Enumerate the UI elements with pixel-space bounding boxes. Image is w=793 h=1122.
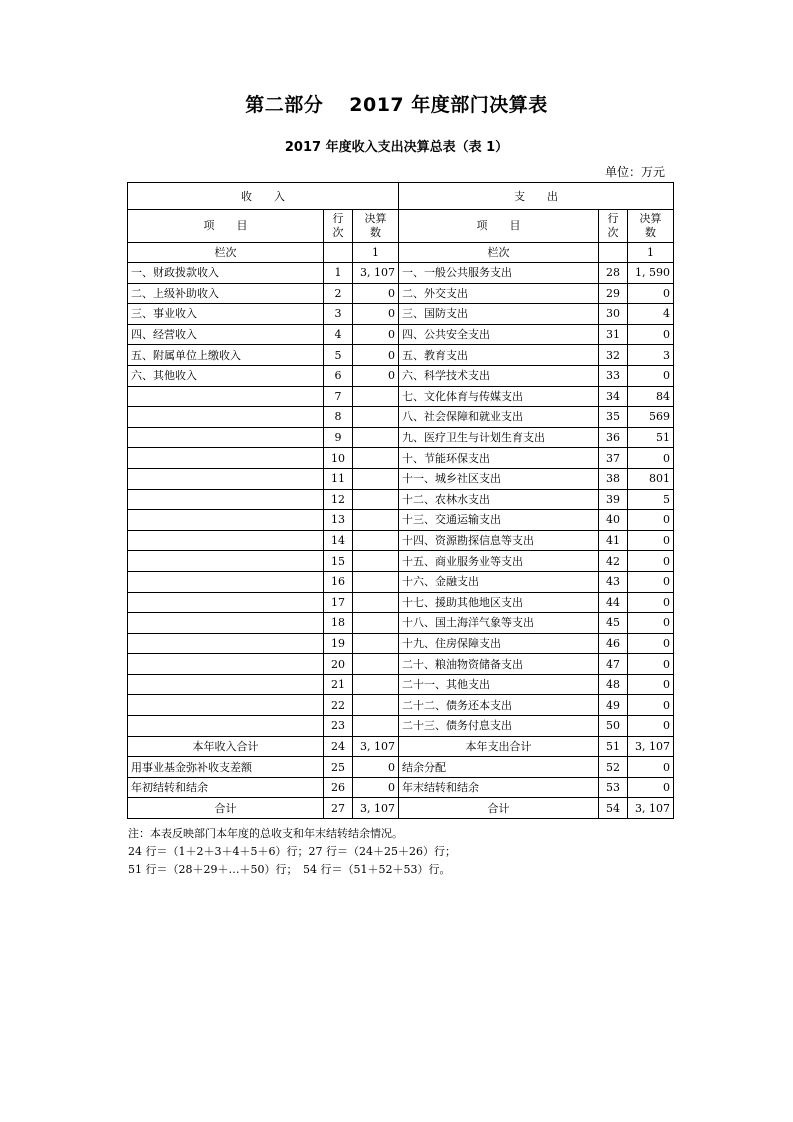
expense-amount: 51 <box>628 427 674 448</box>
income-amount <box>353 551 399 572</box>
income-row-no: 19 <box>324 633 353 654</box>
table-row <box>128 427 674 448</box>
expense-summary-item: 年末结转和结余 <box>399 777 599 798</box>
expense-amount: 3 <box>628 345 674 366</box>
income-summary-item: 用事业基金弥补收支差额 <box>128 757 324 778</box>
income-amount <box>353 448 399 469</box>
column-number-row <box>128 243 674 263</box>
income-item: 三、事业收入 <box>128 304 324 325</box>
expense-item: 二、外交支出 <box>399 283 599 304</box>
expense-amount: 0 <box>628 324 674 345</box>
expense-amount: 0 <box>628 592 674 613</box>
expense-row-no: 44 <box>599 592 628 613</box>
income-summary-item: 合计 <box>128 798 324 819</box>
expense-amount: 0 <box>628 633 674 654</box>
income-row-no: 3 <box>324 304 353 325</box>
table-title: 2017 年度收入支出决算总表（表 1） <box>284 140 509 155</box>
expense-header: 支 出 <box>399 183 674 210</box>
income-item-header: 项 目 <box>128 210 324 243</box>
expense-item: 十九、住房保障支出 <box>399 633 599 654</box>
income-col-number: 1 <box>353 243 399 263</box>
income-amount <box>353 468 399 489</box>
income-item <box>128 674 324 695</box>
expense-row-no: 43 <box>599 571 628 592</box>
expense-amount: 569 <box>628 407 674 428</box>
income-item <box>128 448 324 469</box>
income-row-no: 2 <box>324 283 353 304</box>
income-row-no: 24 <box>324 736 353 757</box>
expense-amount: 0 <box>628 365 674 386</box>
income-row-no: 9 <box>324 427 353 448</box>
expense-item: 十一、城乡社区支出 <box>399 468 599 489</box>
table-row <box>128 345 674 366</box>
note-line: 24 行＝（1＋2＋3＋4＋5＋6）行；27 行＝（24＋25＋26）行； <box>128 845 456 858</box>
expense-item: 十七、援助其他地区支出 <box>399 592 599 613</box>
expense-item: 八、社会保障和就业支出 <box>399 407 599 428</box>
expense-amount-header: 决算 数 <box>628 210 674 243</box>
expense-row-no: 37 <box>599 448 628 469</box>
expense-row-no: 38 <box>599 468 628 489</box>
income-item <box>128 592 324 613</box>
expense-row-no: 35 <box>599 407 628 428</box>
expense-item: 十、节能环保支出 <box>399 448 599 469</box>
table-row <box>128 530 674 551</box>
income-amount <box>353 571 399 592</box>
income-col-blank <box>324 243 353 263</box>
income-item <box>128 633 324 654</box>
expense-amount: 801 <box>628 468 674 489</box>
budget-table <box>127 182 674 819</box>
income-row-no: 25 <box>324 757 353 778</box>
income-amount: 0 <box>353 345 399 366</box>
expense-item: 九、医疗卫生与计划生育支出 <box>399 427 599 448</box>
table-notes <box>128 825 456 879</box>
income-amount <box>353 633 399 654</box>
table-row <box>128 551 674 572</box>
income-row-no: 21 <box>324 674 353 695</box>
income-row-no: 18 <box>324 613 353 634</box>
expense-row-no: 48 <box>599 674 628 695</box>
expense-item-header: 项 目 <box>399 210 599 243</box>
income-row-no: 23 <box>324 716 353 737</box>
income-item: 二、上级补助收入 <box>128 283 324 304</box>
summary-row <box>128 798 674 819</box>
income-item <box>128 716 324 737</box>
expense-item: 一、一般公共服务支出 <box>399 263 599 284</box>
summary-row <box>128 757 674 778</box>
expense-summary-item: 结余分配 <box>399 757 599 778</box>
table-row <box>128 324 674 345</box>
table-row <box>128 489 674 510</box>
table-row <box>128 571 674 592</box>
income-item <box>128 571 324 592</box>
expense-amount: 0 <box>628 716 674 737</box>
income-amount <box>353 654 399 675</box>
income-row-no: 6 <box>324 365 353 386</box>
income-item <box>128 530 324 551</box>
income-item: 五、附属单位上缴收入 <box>128 345 324 366</box>
expense-row-no: 51 <box>599 736 628 757</box>
income-row-no: 7 <box>324 386 353 407</box>
income-row-no: 1 <box>324 263 353 284</box>
expense-amount: 3, 107 <box>628 798 674 819</box>
expense-amount: 5 <box>628 489 674 510</box>
table-row <box>128 613 674 634</box>
income-item: 一、财政拨款收入 <box>128 263 324 284</box>
income-row-no: 8 <box>324 407 353 428</box>
expense-row-no: 31 <box>599 324 628 345</box>
income-amount <box>353 530 399 551</box>
expense-item: 二十一、其他支出 <box>399 674 599 695</box>
expense-row-no: 42 <box>599 551 628 572</box>
income-amount: 0 <box>353 304 399 325</box>
expense-item: 十四、资源勘探信息等支出 <box>399 530 599 551</box>
summary-row <box>128 736 674 757</box>
income-header: 收 入 <box>128 183 399 210</box>
expense-amount: 3, 107 <box>628 736 674 757</box>
expense-item: 十三、交通运输支出 <box>399 510 599 531</box>
table-row <box>128 633 674 654</box>
expense-amount: 0 <box>628 530 674 551</box>
income-row-no-header: 行 次 <box>324 210 353 243</box>
expense-item: 二十三、债务付息支出 <box>399 716 599 737</box>
income-amount: 0 <box>353 365 399 386</box>
note-line: 注：本表反映部门本年度的总收支和年末结转结余情况。 <box>128 827 403 840</box>
income-amount: 0 <box>353 777 399 798</box>
table-row <box>128 263 674 284</box>
table-row <box>128 654 674 675</box>
document-title: 2017 年度部门决算表 <box>349 94 548 116</box>
unit-label: 单位：万元 <box>604 165 665 179</box>
expense-item: 十二、农林水支出 <box>399 489 599 510</box>
expense-item: 四、公共安全支出 <box>399 324 599 345</box>
income-amount: 0 <box>353 324 399 345</box>
income-item <box>128 654 324 675</box>
expense-amount: 0 <box>628 510 674 531</box>
table-row <box>128 448 674 469</box>
expense-item: 十五、商业服务业等支出 <box>399 551 599 572</box>
income-row-no: 27 <box>324 798 353 819</box>
expense-amount: 84 <box>628 386 674 407</box>
expense-amount: 0 <box>628 613 674 634</box>
income-item <box>128 427 324 448</box>
expense-item: 十六、金融支出 <box>399 571 599 592</box>
income-row-no: 15 <box>324 551 353 572</box>
income-amount: 0 <box>353 757 399 778</box>
income-amount: 3, 107 <box>353 736 399 757</box>
income-row-no: 10 <box>324 448 353 469</box>
expense-item: 二十、粮油物资储备支出 <box>399 654 599 675</box>
expense-row-no: 34 <box>599 386 628 407</box>
expense-amount: 4 <box>628 304 674 325</box>
expense-col-number: 1 <box>628 243 674 263</box>
expense-row-no: 47 <box>599 654 628 675</box>
expense-amount: 0 <box>628 551 674 572</box>
income-amount: 0 <box>353 283 399 304</box>
expense-row-no: 52 <box>599 757 628 778</box>
income-amount <box>353 695 399 716</box>
income-amount-header: 决算 数 <box>353 210 399 243</box>
expense-row-no: 39 <box>599 489 628 510</box>
income-row-no: 5 <box>324 345 353 366</box>
expense-amount: 0 <box>628 571 674 592</box>
page-title <box>0 90 793 117</box>
income-summary-item: 本年收入合计 <box>128 736 324 757</box>
expense-row-no: 45 <box>599 613 628 634</box>
note-line: 51 行＝（28＋29＋…＋50）行； 54 行＝（51＋52＋53）行。 <box>128 863 451 876</box>
expense-row-no-header: 行 次 <box>599 210 628 243</box>
table-row <box>128 386 674 407</box>
part-label: 第二部分 <box>245 94 324 116</box>
expense-amount: 1, 590 <box>628 263 674 284</box>
table-row <box>128 592 674 613</box>
expense-summary-item: 本年支出合计 <box>399 736 599 757</box>
table-row <box>128 468 674 489</box>
income-item <box>128 695 324 716</box>
expense-item: 七、文化体育与传媒支出 <box>399 386 599 407</box>
income-item <box>128 386 324 407</box>
table-row <box>128 510 674 531</box>
table-row <box>128 365 674 386</box>
table-row <box>128 674 674 695</box>
expense-item: 六、科学技术支出 <box>399 365 599 386</box>
expense-row-no: 32 <box>599 345 628 366</box>
income-row-no: 13 <box>324 510 353 531</box>
expense-item: 二十二、债务还本支出 <box>399 695 599 716</box>
expense-row-no: 33 <box>599 365 628 386</box>
expense-amount: 0 <box>628 695 674 716</box>
summary-row <box>128 777 674 798</box>
expense-row-no: 40 <box>599 510 628 531</box>
expense-row-no: 30 <box>599 304 628 325</box>
expense-row-no: 54 <box>599 798 628 819</box>
table-row <box>128 407 674 428</box>
expense-row-no: 41 <box>599 530 628 551</box>
income-col-label: 栏次 <box>128 243 324 263</box>
income-row-no: 4 <box>324 324 353 345</box>
income-item: 六、其他收入 <box>128 365 324 386</box>
income-row-no: 20 <box>324 654 353 675</box>
income-row-no: 22 <box>324 695 353 716</box>
table-row <box>128 304 674 325</box>
income-row-no: 17 <box>324 592 353 613</box>
income-amount <box>353 592 399 613</box>
expense-item: 三、国防支出 <box>399 304 599 325</box>
expense-amount: 0 <box>628 674 674 695</box>
expense-row-no: 36 <box>599 427 628 448</box>
income-amount: 3, 107 <box>353 263 399 284</box>
expense-row-no: 46 <box>599 633 628 654</box>
table-row <box>128 716 674 737</box>
expense-row-no: 53 <box>599 777 628 798</box>
expense-row-no: 50 <box>599 716 628 737</box>
table-header-row <box>128 183 674 210</box>
expense-col-label: 栏次 <box>399 243 599 263</box>
income-amount: 3, 107 <box>353 798 399 819</box>
table-row <box>128 695 674 716</box>
income-row-no: 14 <box>324 530 353 551</box>
expense-row-no: 49 <box>599 695 628 716</box>
income-amount <box>353 386 399 407</box>
income-item: 四、经营收入 <box>128 324 324 345</box>
income-summary-item: 年初结转和结余 <box>128 777 324 798</box>
income-row-no: 26 <box>324 777 353 798</box>
income-row-no: 12 <box>324 489 353 510</box>
income-row-no: 11 <box>324 468 353 489</box>
expense-item: 五、教育支出 <box>399 345 599 366</box>
column-header-row <box>128 210 674 243</box>
expense-amount: 0 <box>628 448 674 469</box>
income-item <box>128 510 324 531</box>
income-item <box>128 489 324 510</box>
table-row <box>128 283 674 304</box>
income-item <box>128 613 324 634</box>
expense-amount: 0 <box>628 283 674 304</box>
income-amount <box>353 510 399 531</box>
income-item <box>128 468 324 489</box>
income-amount <box>353 716 399 737</box>
income-amount <box>353 407 399 428</box>
expense-item: 十八、国土海洋气象等支出 <box>399 613 599 634</box>
income-amount <box>353 613 399 634</box>
income-amount <box>353 489 399 510</box>
expense-amount: 0 <box>628 654 674 675</box>
expense-row-no: 28 <box>599 263 628 284</box>
income-amount <box>353 427 399 448</box>
income-item <box>128 551 324 572</box>
expense-col-blank <box>599 243 628 263</box>
expense-summary-item: 合计 <box>399 798 599 819</box>
income-item <box>128 407 324 428</box>
income-row-no: 16 <box>324 571 353 592</box>
expense-amount: 0 <box>628 777 674 798</box>
income-amount <box>353 674 399 695</box>
expense-amount: 0 <box>628 757 674 778</box>
expense-row-no: 29 <box>599 283 628 304</box>
